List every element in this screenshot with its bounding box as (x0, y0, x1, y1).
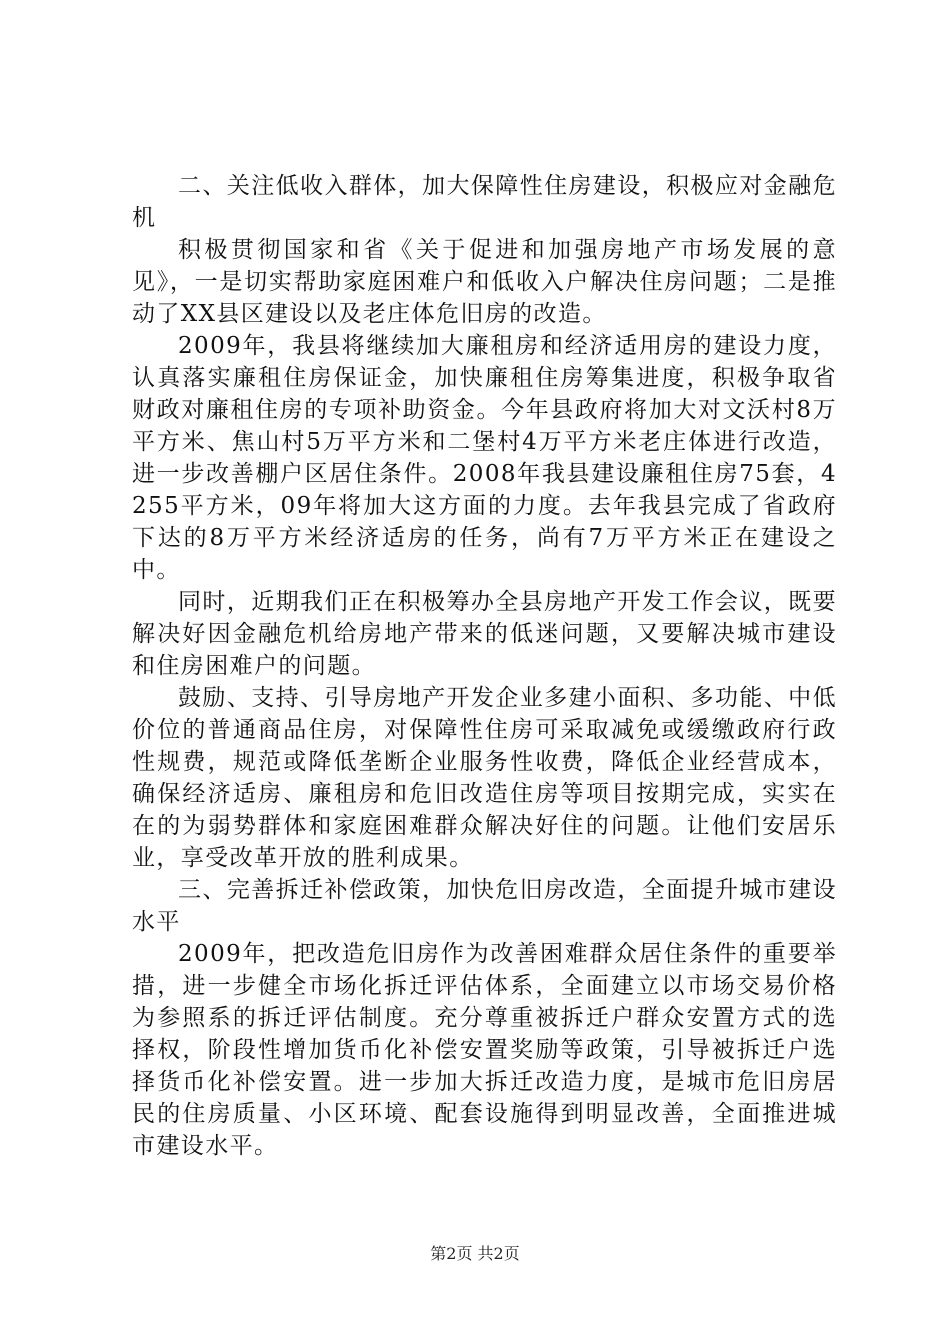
body-paragraph: 2009年，把改造危旧房作为改善困难群众居住条件的重要举措，进一步健全市场化拆迁评估体系，全面建立以市场交易价格为参照系的拆迁评估制度。充分尊重被拆迁户群众安置方式的选择权，阶段性增加货币化补偿安置奖励等政策，引导被拆迁户选择货币化补偿安置。进一步加大拆迁改造力度，是城市危旧房居民的住房质量、小区环境、配套设施得到明显改善，全面推进城市建设水平。 (132, 941, 837, 1159)
body-paragraph: 2009年，我县将继续加大廉租房和经济适用房的建设力度，认真落实廉租住房保证金，加快廉租住房筹集进度，积极争取省财政对廉租住房的专项补助资金。今年县政府将加大对文沃村8万平方米、焦山村5万平方米和二堡村4万平方米老庄体进行改造，进一步改善棚户区居住条件。2008年我县建设廉租住房75套，4255平方米，09年将加大这方面的力度。去年我县完成了省政府下达的8万平方米经济适房的任务，尚有7万平方米正在建设之中。 (132, 333, 837, 583)
body-paragraph: 积极贯彻国家和省《关于促进和加强房地产市场发展的意见》，一是切实帮助家庭困难户和低收入户解决住房问题；二是推动了XX县区建设以及老庄体危旧房的改造。 (132, 237, 837, 327)
section-heading-2: 二、关注低收入群体，加大保障性住房建设，积极应对金融危机 (132, 173, 837, 231)
section-heading-3: 三、完善拆迁补偿政策，加快危旧房改造，全面提升城市建设水平 (132, 877, 837, 935)
body-paragraph: 同时，近期我们正在积极筹办全县房地产开发工作会议，既要解决好因金融危机给房地产带来的低迷问题，又要解决城市建设和住房困难户的问题。 (132, 589, 837, 679)
document-body (132, 170, 837, 1162)
body-paragraph: 鼓励、支持、引导房地产开发企业多建小面积、多功能、中低价位的普通商品住房，对保障性住房可采取减免或缓缴政府行政性规费，规范或降低垄断企业服务性收费，降低企业经营成本，确保经济适房、廉租房和危旧改造住房等项目按期完成，实实在在的为弱势群体和家庭困难群众解决好住的问题。让他们安居乐业，享受改革开放的胜利成果。 (132, 685, 837, 871)
page-footer: 第2页 共2页 (430, 1244, 520, 1263)
